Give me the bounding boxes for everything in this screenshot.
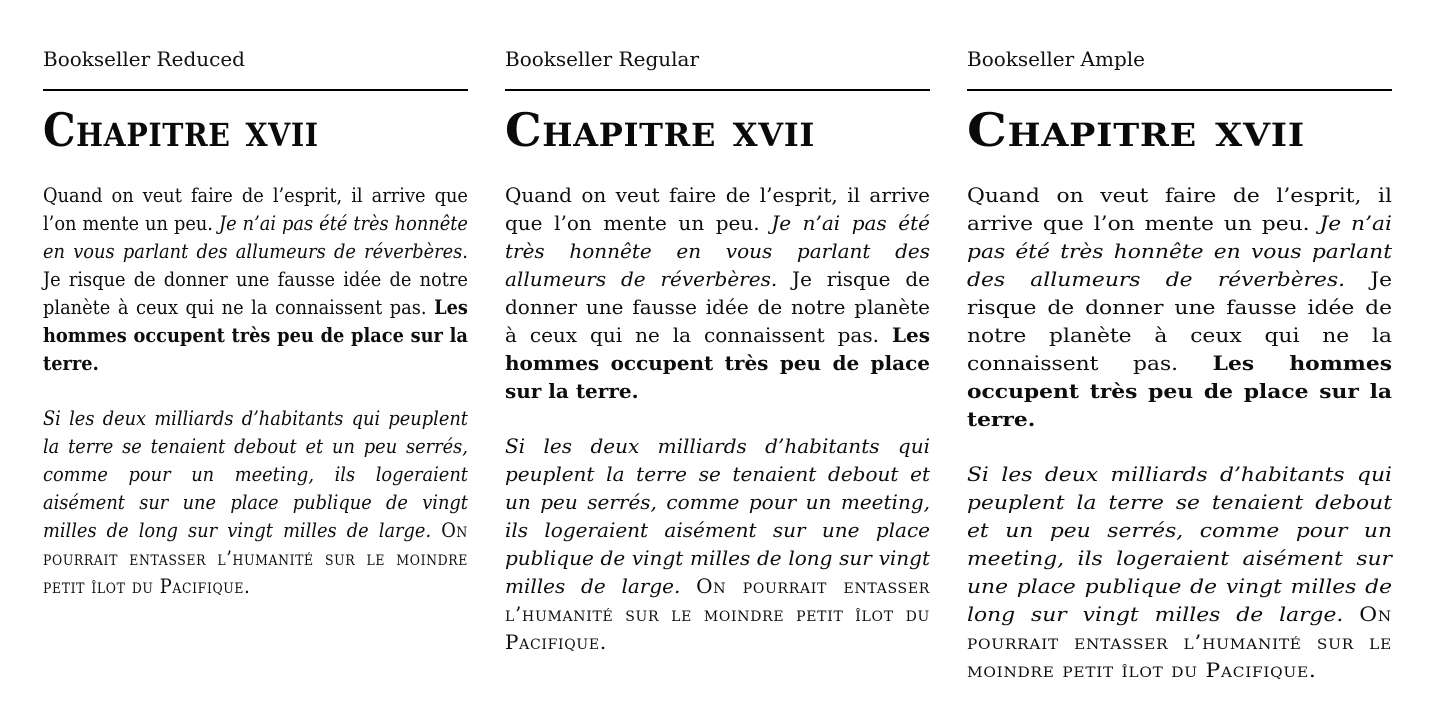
paragraph-2 xyxy=(967,460,1392,684)
specimen-column-ample xyxy=(967,46,1392,711)
text-segment-smallcaps: On pourrait entasser l’humanité sur le moindre petit îlot du Pacifique. xyxy=(505,574,930,654)
specimen-column-reduced xyxy=(43,46,468,711)
text-segment-italic: Si les deux milliards d’habitants qui peuplent la terre se tenaient debout et un peu serrés, comme pour un meeting, ils logeraient aisément sur une place publique de vingt milles de long sur vingt milles de large. xyxy=(43,406,468,542)
text-segment-italic: Si les deux milliards d’habitants qui peuplent la terre se tenaient debout et un peu serrés, comme pour un meeting, ils logeraient aisément sur une place publique de vingt milles de long sur vingt milles de large. xyxy=(967,462,1392,626)
text-segment-italic: Je n’ai pas été très honnête en vous parlant des allumeurs de réverbères. xyxy=(967,211,1392,291)
text-segment-italic: Si les deux milliards d’habitants qui peuplent la terre se tenaient debout et un peu serrés, comme pour un meeting, ils logeraient aisément sur une place publique de vingt milles de long sur vingt milles de large. xyxy=(505,434,930,598)
text-segment-smallcaps: On pourrait entasser l’humanité sur le moindre petit îlot du Pacifique. xyxy=(967,602,1392,682)
divider-rule xyxy=(43,89,468,91)
text-segment-regular: Quand on veut faire de l’esprit, il arrive que l’on mente un peu. xyxy=(43,183,468,235)
font-style-label: Bookseller Regular xyxy=(505,47,700,71)
paragraph-2 xyxy=(505,432,930,656)
divider-rule xyxy=(505,89,930,91)
specimen-text-block xyxy=(967,105,1392,684)
chapter-heading: Chapitre xvii xyxy=(967,103,1305,157)
text-segment-regular: Je risque de donner une fausse idée de notre planète à ceux qui ne la connaissent pas. xyxy=(505,267,930,347)
text-segment-regular: Je risque de donner une fausse idée de notre planète à ceux qui ne la connaissent pas. xyxy=(967,267,1392,375)
text-segment-smallcaps: On pourrait entasser l’humanité sur le moindre petit îlot du Pacifique. xyxy=(43,518,468,598)
font-style-label: Bookseller Reduced xyxy=(43,47,245,71)
text-segment-regular: Quand on veut faire de l’esprit, il arrive que l’on mente un peu. xyxy=(505,183,930,235)
specimen-text-block xyxy=(43,105,468,600)
paragraph-1 xyxy=(43,181,468,377)
divider-rule xyxy=(967,89,1392,91)
text-segment-regular: Quand on veut faire de l’esprit, il arrive que l’on mente un peu. xyxy=(967,183,1392,235)
paragraph-1 xyxy=(967,181,1392,433)
paragraph-1 xyxy=(505,181,930,405)
text-segment-italic: Je n’ai pas été très honnête en vous parlant des allumeurs de réverbères. xyxy=(43,211,468,263)
chapter-heading: Chapitre xvii xyxy=(505,103,816,157)
font-style-label: Bookseller Ample xyxy=(967,47,1145,71)
text-segment-bold: Les hommes occupent très peu de place sur la terre. xyxy=(43,295,468,375)
text-segment-bold: Les hommes occupent très peu de place sur la terre. xyxy=(967,351,1392,431)
paragraph-2 xyxy=(43,404,468,600)
text-segment-bold: Les hommes occupent très peu de place sur la terre. xyxy=(505,323,930,403)
text-segment-italic: Je n’ai pas été très honnête en vous parlant des allumeurs de réverbères. xyxy=(505,211,930,291)
specimen-text-block xyxy=(505,105,930,656)
text-segment-regular: Je risque de donner une fausse idée de notre planète à ceux qui ne la connaissent pas. xyxy=(43,267,468,319)
chapter-heading: Chapitre xvii xyxy=(43,103,319,157)
specimen-column-regular xyxy=(505,46,930,711)
